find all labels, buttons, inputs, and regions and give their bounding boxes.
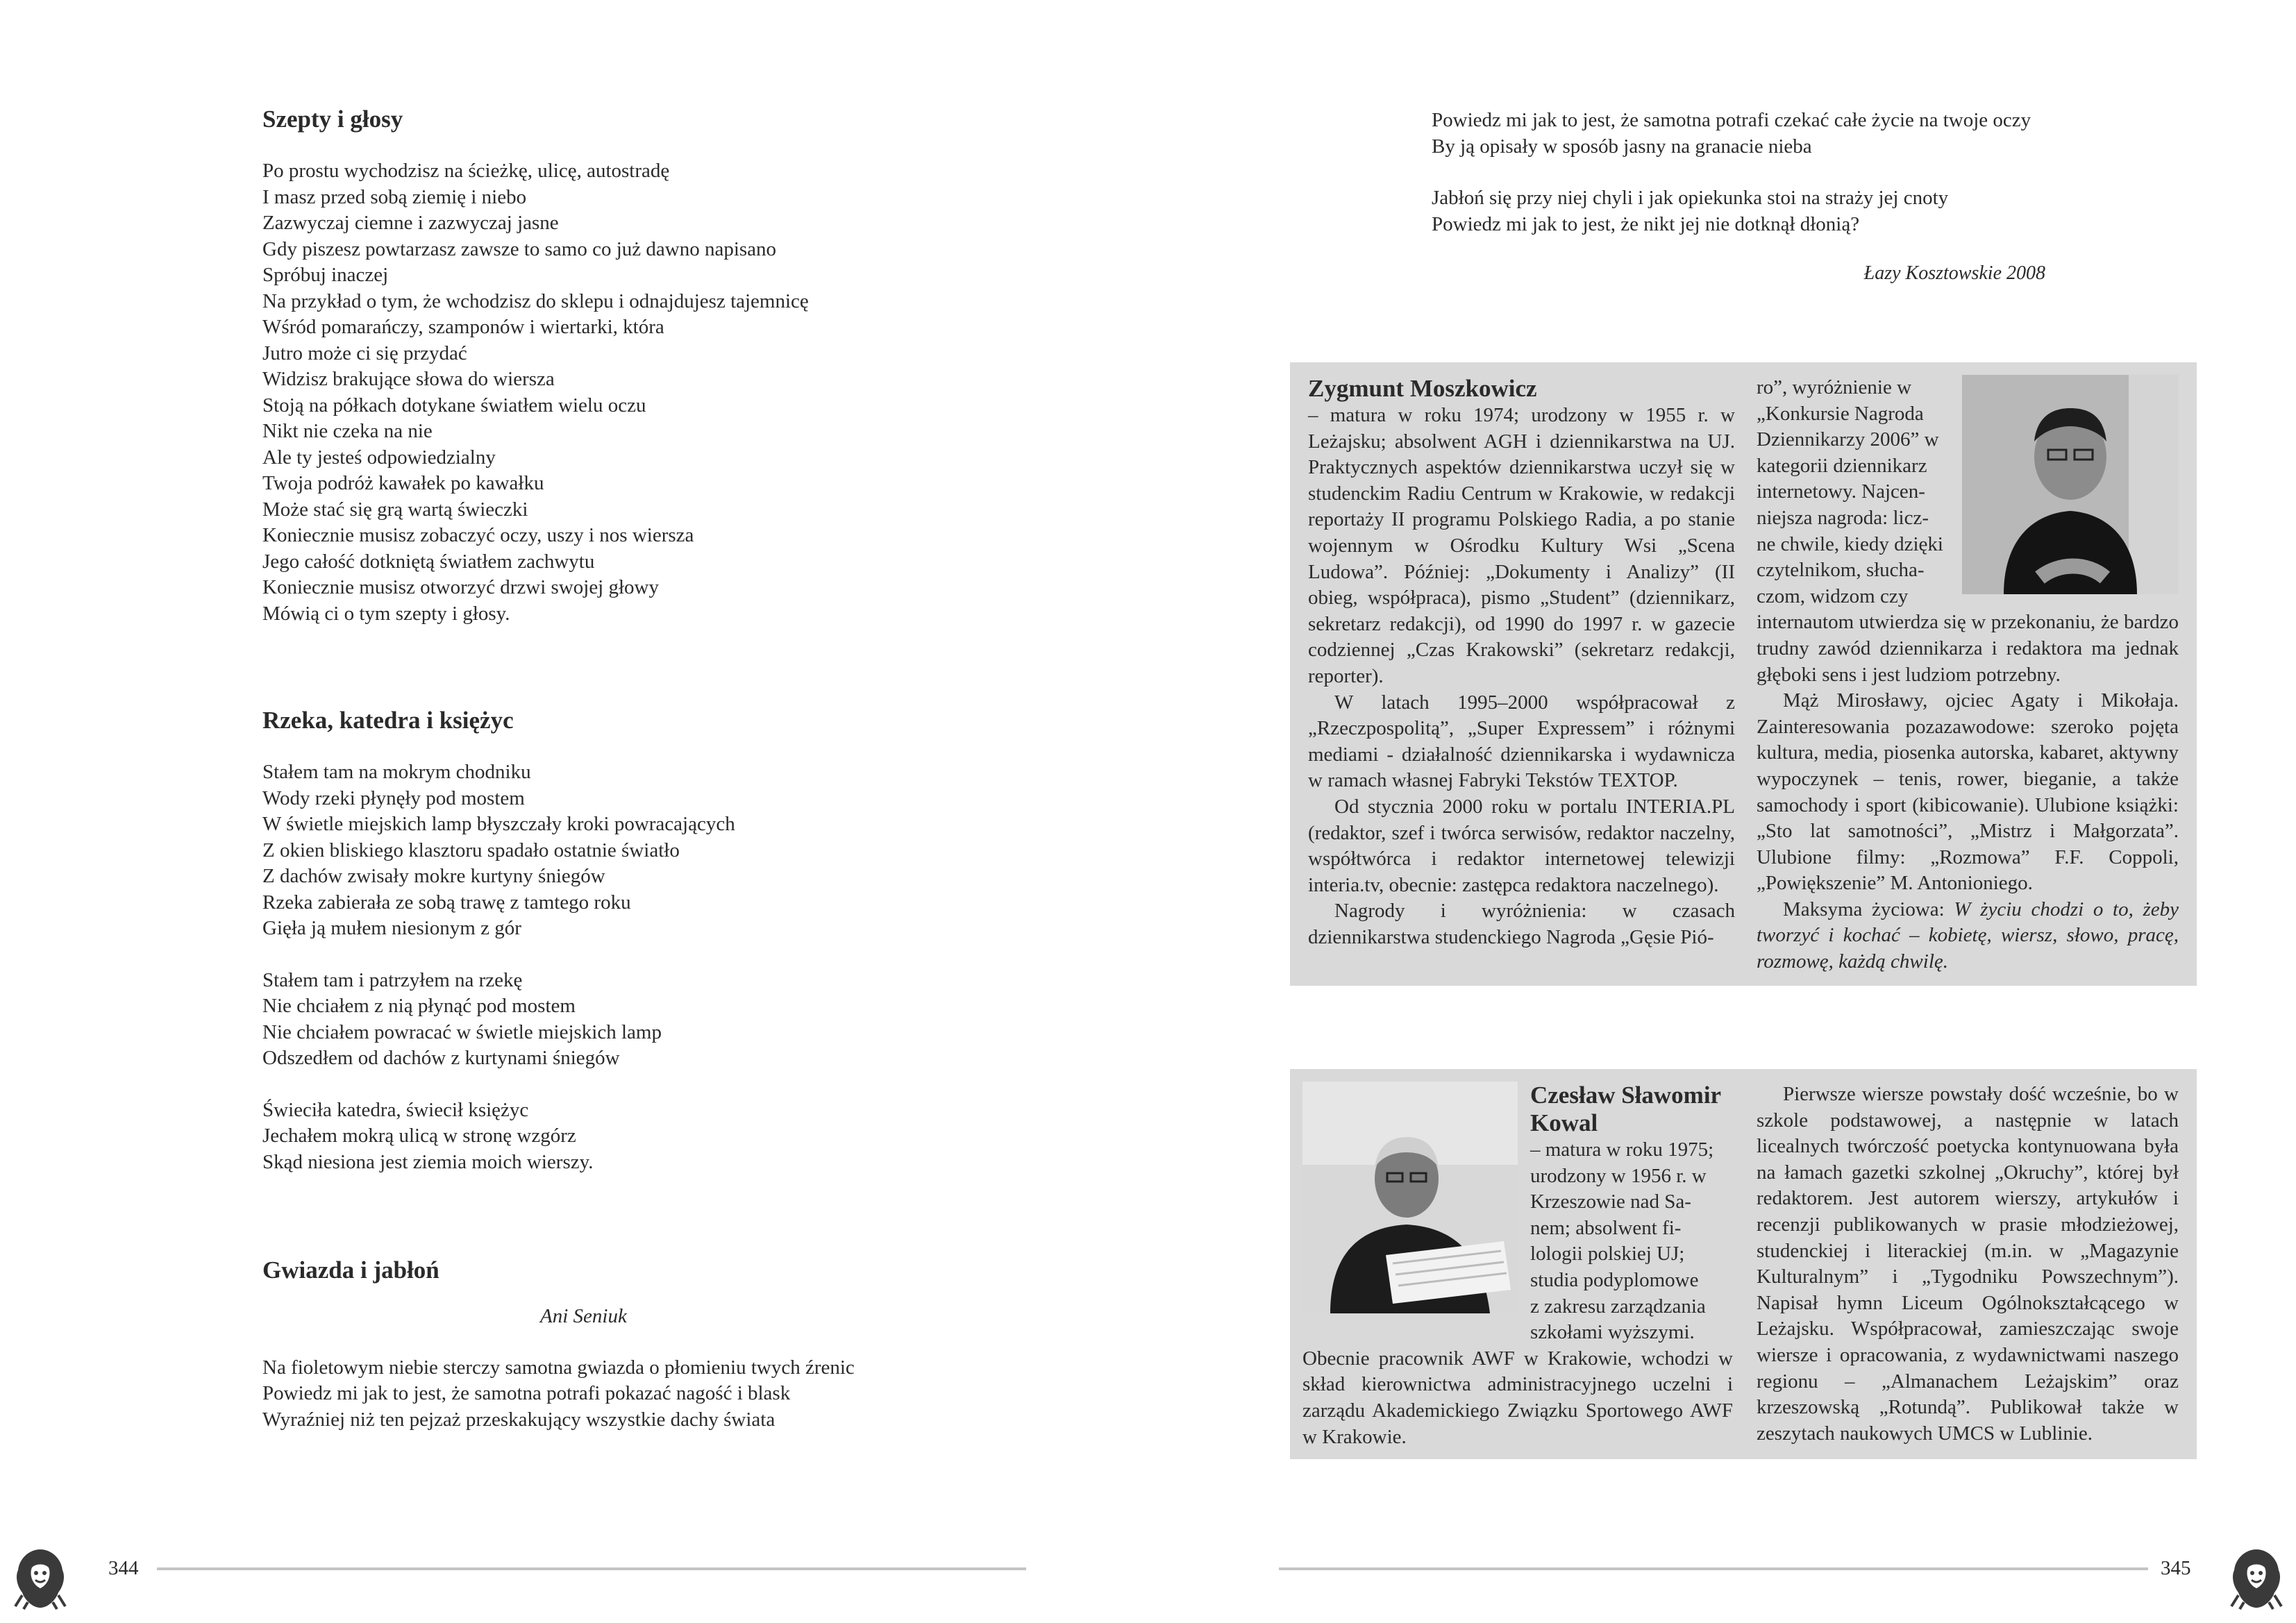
bio-wrap-line: Dziennikarzy 2006” w	[1757, 428, 1939, 451]
poem-line: Jechałem mokrą ulicą w stronę wzgórz	[262, 1125, 576, 1147]
bio-right-column	[1757, 375, 2179, 975]
bio-wrap-line: Krzeszowie nad Sa-	[1530, 1191, 1691, 1213]
poem-line: I masz przed sobą ziemię i niebo	[262, 185, 527, 208]
emblem-icon	[2229, 1547, 2284, 1611]
bio-box-moszkowicz	[1290, 362, 2197, 986]
poem-line: Zazwyczaj ciemne i zazwyczaj jasne	[262, 212, 559, 234]
bio-paragraph: Mąż Mirosławy, ojciec Agaty i Mikołaja. Zainteresowania pozazawodowe: szeroko pojęta kultura, media, piosenka autorska, kabaret, aktywny wypoczynek – tenis, rower, bieganie, a także samochody i sport (kibicowanie). Ulubione książki: „Sto lat samotności”, „Mistrz i Małgorzata”. Ulubione filmy: „Rozmowa” F.F. Coppoli, „Powiększenie” M. Antonioniego.	[1757, 689, 2179, 895]
poem-line: Powiedz mi jak to jest, że nikt jej nie dotknął dłonią?	[1432, 212, 1860, 235]
bio-wrap-line: „Konkursie Nagroda	[1757, 402, 1924, 425]
footer-rule	[1279, 1567, 2148, 1570]
bio-motto	[1757, 897, 2179, 975]
poem-3	[262, 1256, 1026, 1433]
bio-name: Zygmunt Moszkowicz	[1308, 375, 1537, 402]
bio-wrap-line: czytelnikom, słucha-	[1757, 559, 1925, 582]
bio-wrap-line: studia podyplomowe	[1530, 1268, 1699, 1291]
poem-line: Jabłoń się przy niej chyli i jak opiekunka stoi na straży jej cnoty	[1432, 187, 1949, 209]
poem-title: Szepty i głosy	[262, 106, 403, 133]
poem-line: Odszedłem od dachów z kurtynami śniegów	[262, 1047, 620, 1069]
poem-dedication: Ani Seniuk	[540, 1305, 627, 1327]
poem-line: Na przykład o tym, że wchodzisz do sklepu i odnajdujesz tajemnicę	[262, 289, 809, 312]
bio-right-column	[1757, 1082, 2179, 1447]
bio-wrap-line: urodzony w 1956 r. w	[1530, 1164, 1707, 1187]
poem-stanza	[262, 1355, 1026, 1433]
bio-wrap-line: kategorii dziennikarz	[1757, 454, 1927, 477]
poem-signature: Łazy Kosztowskie 2008	[1863, 262, 2045, 284]
bio-paragraph: Pierwsze wiersze powstały dość wcześnie, bo w szkole podstawowej, a następnie w latach licealnych twórczość poetycka kontynuowana była na łamach gazetki szkolnej „Okruchy”, której był redaktorem. Jest autorem wierszy, artykułów i recenzji publikowanych w prasie młodzieżowej, studenckiej i literackiej (m.in. w „Magazynie Kulturalnym” i „Tygodniku Powszechnym”). Napisał hymn Liceum Ogólnokształcącego w Leżajsku. Współpracował, zamieszczając swoje wiersze i opracowania, z wydawnictwami naszego regionu – „Almanachem Leżajskim” oraz krzeszowską „Rotundą”. Publikował także w zeszytach naukowych UMCS w Lublinie.	[1757, 1083, 2179, 1445]
bio-wrap-line: ne chwile, kiedy dzięki	[1757, 532, 1943, 555]
poem-line: Nie chciałem powracać w świetle miejskich lamp	[262, 1020, 662, 1043]
poem-stanza	[262, 759, 735, 942]
poem-title: Rzeka, katedra i księżyc	[262, 707, 514, 734]
bio-wrap-line: czom, widzom czy	[1757, 585, 1909, 607]
bio-box-kowal	[1290, 1069, 2197, 1459]
poem-line: Po prostu wychodzisz na ścieżkę, ulicę, autostradę	[262, 160, 670, 182]
bio-wrap-line: niejsza nagroda: licz-	[1757, 506, 1929, 529]
emblem-icon	[12, 1547, 68, 1611]
poem-line: Stoją na półkach dotykane światłem wielu oczu	[262, 394, 646, 417]
poem-line: Powiedz mi jak to jest, że samotna potrafi czekać całe życie na twoje oczy	[1432, 109, 2031, 131]
bio-wrap-line: z zakresu zarządzania	[1530, 1295, 1706, 1318]
poem-line: Wody rzeki płynęły pod mostem	[262, 787, 525, 809]
page-number: 345	[2161, 1557, 2191, 1579]
bio-wrap-line: – matura w roku 1975;	[1530, 1138, 1714, 1161]
footer-rule	[157, 1567, 1026, 1570]
poem-line: Nikt nie czeka na nie	[262, 420, 433, 442]
poem-line: Z dachów zwisały mokre kurtyny śniegów	[262, 865, 605, 887]
poem-line: Skąd niesiona jest ziemia moich wierszy.	[262, 1150, 594, 1173]
bio-paragraph: Nagrody i wyróżnienia: w czasach dziennikarstwa studenckiego Nagroda „Gęsie Pió-	[1308, 900, 1735, 948]
bio-wrap-line: nem; absolwent fi-	[1530, 1216, 1682, 1239]
motto-label: Maksyma życiowa:	[1783, 898, 1945, 920]
motto-text: W życiu chodzi o to, żeby tworzyć i kochać – kobietę, wiersz, słowo, pracę, rozmowę, każdą chwilę.	[1757, 898, 2179, 973]
poem-line: Gdy piszesz powtarzasz zawsze to samo co już dawno napisano	[262, 237, 777, 260]
poem-line: Z okien bliskiego klasztoru spadało ostatnie światło	[262, 839, 680, 861]
bio-left-column	[1302, 1082, 1733, 1450]
bio-wrap-line: lologii polskiej UJ;	[1530, 1243, 1685, 1265]
poem-line: Mówią ci o tym szepty i głosy.	[262, 602, 510, 625]
poem-line: Jutro może ci się przydać	[262, 342, 467, 364]
bio-wrap-line: ro”, wyróżnienie w	[1757, 376, 1912, 398]
poem-line: Wyraźniej niż ten pejzaż przeskakujący wszystkie dachy świata	[262, 1408, 776, 1431]
poem-stanza	[1432, 108, 2031, 160]
poem-line: Wśród pomarańczy, szamponów i wiertarki, która	[262, 316, 664, 338]
poem-1	[262, 106, 809, 627]
bio-paragraph: W latach 1995–2000 współpracował z „Rzeczpospolitą”, „Super Expressem” i różnymi mediami - działalność dziennikarska i wydawnicza w ramach własnej Fabryki Tekstów TEXTOP.	[1308, 691, 1735, 792]
bio-paragraph: Obecnie pracownik AWF w Krakowie, wchodzi w skład kierownictwa administracyjnego uczelni i zarządu Akademickiego Związku Sportowego AWF w Krakowie.	[1302, 1347, 1733, 1448]
poem-line: Stałem tam na mokrym chodniku	[262, 761, 531, 783]
poem-stanza	[262, 1098, 735, 1176]
bio-paragraph: – matura w roku 1974; urodzony w 1955 r. w Leżajsku; absolwent AGH i dziennikarstwa na UJ. Praktycznych aspektów dziennikarstwa uczył się w studenckim Radiu Centrum w Krakowie, w redakcji reportaży II programu Polskiego Radia, a po stanie wojennym w Ośrodku Kultury Wsi „Scena Ludowa”. Później: „Dokumenty i Analizy” (II obieg, współpraca), pismo „Student” (dziennikarz, sekretarz redakcji), od 1990 do 1997 r. w gazecie codziennej „Czas Krakowski” (sekretarz redakcji, reporter).	[1308, 404, 1735, 687]
poem-line: Gięła ją mułem niesionym z gór	[262, 917, 521, 939]
bio-name: Czesław Sławomir Kowal	[1530, 1082, 1721, 1136]
poem-line: By ją opisały w sposób jasny na granacie nieba	[1432, 135, 1812, 158]
poem-line: Nie chciałem z nią płynąć pod mostem	[262, 995, 576, 1017]
bio-paragraph: Od stycznia 2000 roku w portalu INTERIA.PL (redaktor, szef i twórca serwisów, redaktor naczelny, współtwórca i redaktor internetowej telewizji interia.tv, obecnie: zastępca redaktora naczelnego).	[1308, 795, 1735, 896]
poem-line: Stałem tam i patrzyłem na rzekę	[262, 968, 523, 991]
poem-stanza	[1432, 185, 2031, 237]
poem-line: W świetle miejskich lamp błyszczały kroki powracających	[262, 813, 735, 835]
poem-title: Gwiazda i jabłoń	[262, 1256, 439, 1284]
bio-wrap-line: szkołami wyższymi.	[1530, 1321, 1695, 1344]
poem-line: Może stać się grą wartą świeczki	[262, 498, 528, 521]
poem-stanza	[262, 158, 809, 627]
bio-left-column	[1308, 375, 1735, 950]
bio-wrap-line: internetowy. Najcen-	[1757, 480, 1925, 503]
poem-line: Na fioletowym niebie sterczy samotna gwiazda o płomieniu twych źrenic	[262, 1356, 855, 1379]
poem-line: Twoja podróż kawałek po kawałku	[262, 472, 544, 494]
poem-line: Widzisz brakujące słowa do wiersza	[262, 368, 555, 390]
poem-line: Koniecznie musisz otworzyć drzwi swojej głowy	[262, 576, 659, 598]
poem-2	[262, 707, 735, 1175]
poem-stanza	[262, 968, 735, 1072]
portrait-photo	[1302, 1082, 1518, 1313]
poem-line: Spróbuj inaczej	[262, 264, 389, 286]
poem-line: Jego całość dotkniętą światłem zachwytu	[262, 550, 595, 573]
bio-paragraph: internautom utwierdza się w przekonaniu, że bardzo trudny zawód dziennikarza i redaktora ma jednak głęboki sens i jest ludziom potrzebny.	[1757, 611, 2179, 686]
portrait-photo	[1962, 375, 2179, 594]
poem-continuation	[1432, 108, 2031, 237]
poem-line: Koniecznie musisz zobaczyć oczy, uszy i nos wiersza	[262, 524, 694, 546]
poem-line: Rzeka zabierała ze sobą trawę z tamtego roku	[262, 891, 631, 914]
poem-line: Powiedz mi jak to jest, że samotna potrafi pokazać nagość i blask	[262, 1382, 791, 1404]
poem-line: Świeciła katedra, świecił księżyc	[262, 1098, 529, 1121]
page-number: 344	[108, 1557, 139, 1579]
poem-line: Ale ty jesteś odpowiedzialny	[262, 446, 496, 469]
